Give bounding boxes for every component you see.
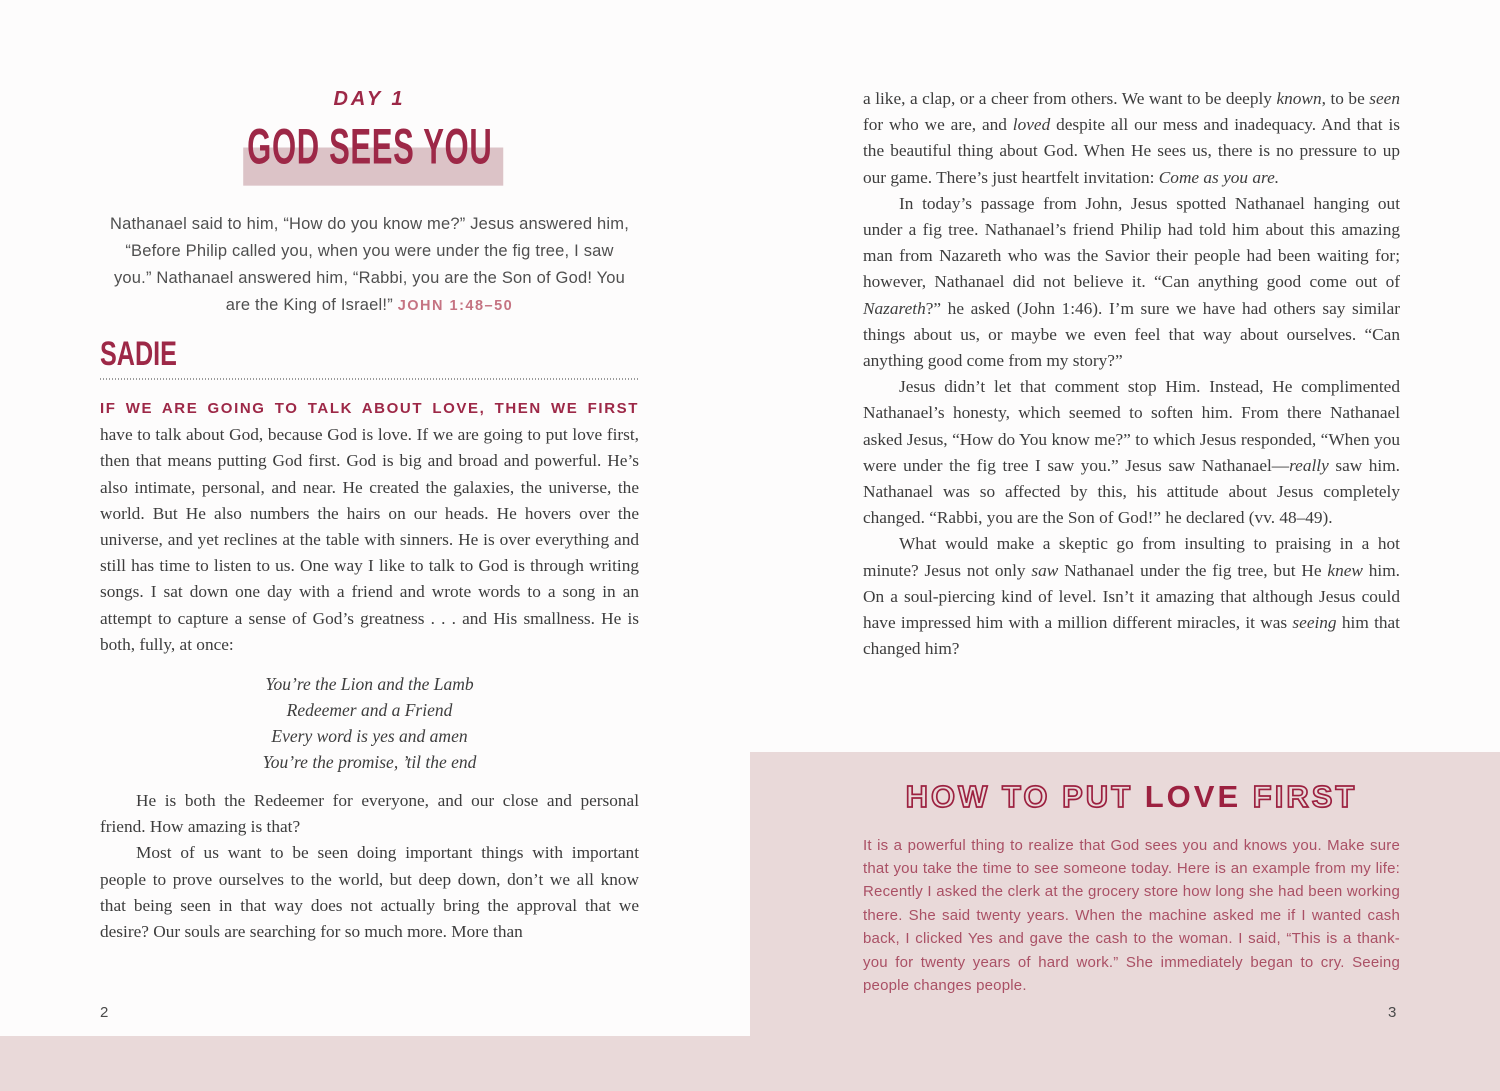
chapter-title-text: GOD SEES YOU bbox=[246, 117, 493, 174]
author-heading-row bbox=[100, 336, 639, 374]
song-line: Every word is yes and amen bbox=[271, 726, 468, 747]
callout-content bbox=[863, 779, 1400, 997]
scripture-reference: JOHN 1:48–50 bbox=[397, 298, 514, 314]
scripture-text: Nathanael said to him, “How do you know me?” Jesus answered him, “Before Philip called you, when you were under the fig tree, I saw you.” Nathanael answered him, “Rabbi, you are the Son of God! You are the King of Israel!” bbox=[109, 215, 630, 314]
callout-box bbox=[750, 752, 1500, 1091]
page-number-left: 2 bbox=[100, 1004, 109, 1021]
callout-title: HOW TO PUT LOVE FIRST bbox=[905, 779, 1358, 814]
paragraph bbox=[100, 396, 639, 658]
paragraph-text: have to talk about God, because God is love. If we are going to put love first, then that means putting God first. God is big and broad and powerful. He’s also intimate, personal, and near. He created the galaxies, the universe, the world. But He also numbers the hairs on our heads. He hovers over the universe, and yet reclines at the table with sinners. He is over everything and still has time to listen to us. One way I like to talk to God is through writing songs. I sat down one day with a friend and wrote words to a song in an attempt to capture a sense of God’s greatness . . . and His smallness. He is both, fully, at once: bbox=[100, 425, 639, 654]
paragraph: Most of us want to be seen doing important things with important people to prove ourselves to the world, but deep down, don’t we all know that being seen in that way does not actually bring the approval that we desire? Our souls are searching for so much more. More than bbox=[100, 843, 639, 942]
song-line: You’re the promise, ’til the end bbox=[262, 752, 477, 773]
lead-in-line: IF WE ARE GOING TO TALK ABOUT LOVE, THEN WE FIRST bbox=[100, 400, 639, 417]
scripture-epigraph bbox=[108, 211, 632, 320]
author-heading: SADIE bbox=[100, 335, 177, 373]
song-line: Redeemer and a Friend bbox=[286, 700, 453, 721]
day-label: DAY 1 bbox=[333, 88, 406, 110]
callout-body: It is a powerful thing to realize that God sees you and knows you. Make sure that you take the time to see someone today. Here is an example from my life: Recently I asked the clerk at the grocery store how long she had been working there. She said twenty years. When the machine asked me if I wanted cash back, I clicked Yes and gave the cash to the woman. I said, “This is a thank-you for twenty years of hard work.” She immediately began to cry. Seeing people changes people. bbox=[863, 836, 1400, 995]
page-number-right: 3 bbox=[1388, 1004, 1397, 1021]
section-rule bbox=[100, 378, 639, 380]
chapter-title bbox=[246, 117, 493, 174]
paragraph: a like, a clap, or a cheer from others. We want to be deeply known, to be seen for who we are, and loved despite all our mess and inadequacy. And that is the beautiful thing about God. When He sees us, there is no pressure to up our game. There’s just heartfelt invitation: Come as you are. bbox=[863, 89, 1400, 187]
paragraph: What would make a skeptic go from insulting to praising in a hot minute? Jesus not only saw Nathanael under the fig tree, but He knew him. On a soul-piercing kind of level. Isn’t it amazing that although Jesus could have impressed him with a million different miracles, it was seeing him that changed him? bbox=[863, 534, 1400, 659]
paragraph: He is both the Redeemer for everyone, and our close and personal friend. How amazing is that? bbox=[100, 791, 639, 837]
left-page bbox=[100, 88, 639, 945]
song-line: You’re the Lion and the Lamb bbox=[265, 674, 474, 695]
right-page bbox=[863, 86, 1400, 662]
song-quote bbox=[100, 671, 639, 775]
paragraph: In today’s passage from John, Jesus spotted Nathanael hanging out under a fig tree. Nathanael’s friend Philip had told him about this amazing man from Nazareth who was the Savior their people had been waiting for; however, Nathanael did not believe it. “Can anything good come out of Nazareth?” he asked (John 1:46). I’m sure we have had others say similar things about us, or maybe we even feel that way about ourselves. “Can anything good come from my story?” bbox=[863, 193, 1400, 371]
paragraph: Jesus didn’t let that comment stop Him. Instead, He complimented Nathanael’s honesty, which seemed to soften him. From there Nathanael asked Jesus, “How do You know me?” to which Jesus responded, “When you were under the fig tree I saw you.” Jesus saw Nathanael—really saw him. Nathanael was so affected by this, his attitude about Jesus completely changed. “Rabbi, you are the Son of God!” he declared (vv. 48–49). bbox=[863, 377, 1400, 528]
chapter-title-row bbox=[100, 117, 639, 185]
